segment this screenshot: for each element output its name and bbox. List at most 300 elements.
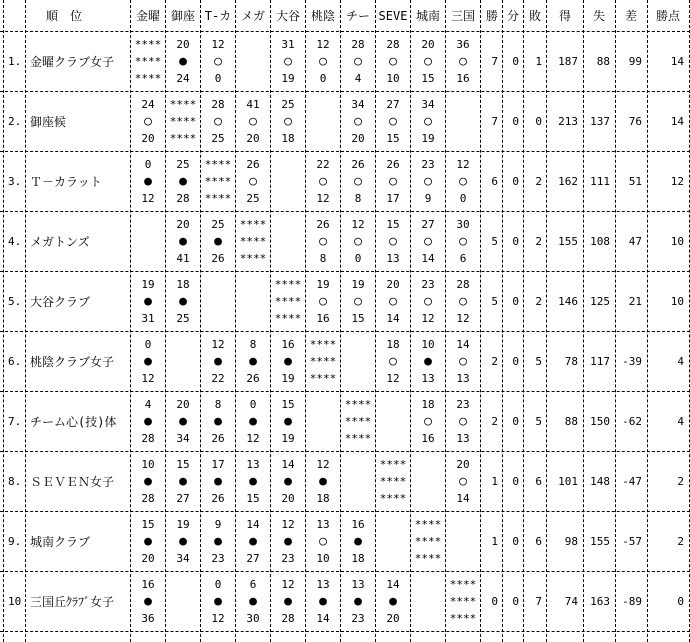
own-score: **** <box>414 518 442 531</box>
loss-mark: ● <box>354 534 362 549</box>
conceded-cell: 117 <box>590 355 610 368</box>
own-score: 17 <box>211 458 225 471</box>
match-cell <box>342 332 374 392</box>
opponent-score <box>167 610 199 628</box>
self-mark: **** <box>379 475 407 488</box>
own-score <box>447 516 479 534</box>
loss-mark: ● <box>144 534 152 549</box>
match-cell <box>377 212 409 272</box>
own-score: 20 <box>386 278 400 291</box>
match-cell <box>412 272 444 332</box>
opponent-score <box>307 130 339 148</box>
opponent-score: 12 <box>246 432 260 445</box>
own-score: 25 <box>211 218 225 231</box>
match-cell <box>272 92 304 152</box>
self-match-cell <box>237 212 269 272</box>
opponent-score: 0 <box>214 72 222 85</box>
own-score: 0 <box>144 158 152 171</box>
opponent-score: 20 <box>386 612 400 625</box>
empty-mark <box>202 293 234 311</box>
own-score <box>377 516 409 534</box>
opponent-score: 28 <box>141 432 155 445</box>
loss-mark: ● <box>249 534 257 549</box>
losses-cell: 6 <box>535 475 542 488</box>
win-mark: ○ <box>424 54 432 69</box>
own-score: 41 <box>246 98 260 111</box>
opponent-score: 0 <box>354 252 362 265</box>
rank-cell: 3. <box>8 175 22 188</box>
opponent-score: 12 <box>421 312 435 325</box>
wins-cell: 7 <box>491 55 498 68</box>
draws-cell: 0 <box>512 115 519 128</box>
diff-cell: 51 <box>628 175 642 188</box>
conceded-cell: 163 <box>590 595 610 608</box>
wins-cell: 2 <box>491 415 498 428</box>
empty-mark <box>167 593 199 611</box>
column-divider <box>546 0 547 642</box>
diff-cell: -62 <box>622 415 642 428</box>
column-divider <box>615 0 616 642</box>
opponent-score: 36 <box>141 612 155 625</box>
own-score: 15 <box>141 518 155 531</box>
header-rank: 順 位 <box>45 9 82 23</box>
own-score <box>412 576 444 594</box>
match-cell <box>342 512 374 572</box>
column-divider <box>3 0 4 642</box>
team-name: チーム心(技)体 <box>30 415 117 429</box>
team-name: 大谷クラブ <box>30 295 91 309</box>
wins-cell: 7 <box>491 115 498 128</box>
opponent-score: 17 <box>386 192 400 205</box>
opponent-score: 27 <box>176 492 190 505</box>
opponent-score: 13 <box>421 372 435 385</box>
win-mark: ○ <box>319 534 327 549</box>
wins-cell: 2 <box>491 355 498 368</box>
match-cell <box>202 512 234 572</box>
own-score <box>272 156 304 174</box>
scored-cell: 88 <box>564 415 578 428</box>
match-cell <box>412 92 444 152</box>
loss-mark: ● <box>284 414 292 429</box>
opponent-score: 12 <box>211 612 225 625</box>
match-cell <box>412 212 444 272</box>
win-mark: ○ <box>459 54 467 69</box>
own-score <box>307 96 339 114</box>
opponent-score: 8 <box>319 252 327 265</box>
column-divider <box>25 0 26 642</box>
header-opponent: 御座 <box>170 9 195 23</box>
own-score: 16 <box>141 578 155 591</box>
opponent-score: 15 <box>421 72 435 85</box>
loss-mark: ● <box>214 354 222 369</box>
conceded-cell: 137 <box>590 115 610 128</box>
match-cell <box>307 152 339 212</box>
opponent-score: 14 <box>456 492 470 505</box>
conceded-cell: 148 <box>590 475 610 488</box>
opponent-score: 0 <box>459 192 467 205</box>
own-score: **** <box>134 38 162 51</box>
team-name: Ｔ－カラット <box>30 175 102 189</box>
match-cell <box>237 332 269 392</box>
own-score: 13 <box>316 518 330 531</box>
match-cell <box>132 452 164 512</box>
own-score: 12 <box>281 578 295 591</box>
opponent-score: 19 <box>281 372 295 385</box>
self-match-cell <box>377 452 409 512</box>
losses-cell: 2 <box>535 235 542 248</box>
diff-cell: -39 <box>622 355 642 368</box>
header-scored: 得 <box>558 9 571 23</box>
header-row <box>0 0 690 32</box>
loss-mark: ● <box>249 594 257 609</box>
match-cell <box>237 512 269 572</box>
table-row <box>0 332 690 392</box>
win-mark: ○ <box>284 114 292 129</box>
opponent-score: 31 <box>141 312 155 325</box>
empty-mark <box>272 233 304 251</box>
column-divider <box>647 0 648 642</box>
opponent-score: 9 <box>424 192 432 205</box>
table-row <box>0 212 690 272</box>
opponent-score <box>412 610 444 628</box>
own-score: 31 <box>281 38 295 51</box>
match-cell <box>202 92 234 152</box>
own-score <box>412 456 444 474</box>
empty-mark <box>272 173 304 191</box>
loss-mark: ● <box>179 414 187 429</box>
own-score <box>237 36 269 54</box>
opponent-score: 23 <box>351 612 365 625</box>
own-score: 28 <box>211 98 225 111</box>
column-divider <box>445 0 446 642</box>
loss-mark: ● <box>284 474 292 489</box>
column-divider <box>480 0 481 642</box>
own-score: 36 <box>456 38 470 51</box>
win-mark: ○ <box>319 294 327 309</box>
points-cell: 0 <box>677 595 684 608</box>
column-divider <box>375 0 376 642</box>
match-cell <box>202 32 234 92</box>
match-cell <box>377 152 409 212</box>
empty-mark <box>307 113 339 131</box>
match-cell <box>167 512 199 572</box>
self-match-cell <box>342 392 374 452</box>
losses-cell: 6 <box>535 535 542 548</box>
match-cell <box>167 572 199 632</box>
own-score: **** <box>204 158 232 171</box>
own-score: 16 <box>351 518 365 531</box>
diff-cell: -47 <box>622 475 642 488</box>
match-cell <box>132 392 164 452</box>
match-cell <box>202 332 234 392</box>
loss-mark: ● <box>144 354 152 369</box>
match-cell <box>307 212 339 272</box>
team-name: メガトンズ <box>30 235 90 249</box>
header-diff: 差 <box>624 9 637 23</box>
empty-mark <box>342 473 374 491</box>
opponent-score <box>167 370 199 388</box>
win-mark: ○ <box>354 174 362 189</box>
win-mark: ○ <box>389 294 397 309</box>
win-mark: ○ <box>214 54 222 69</box>
team-name: 三国丘ｸﾗﾌﾞ女子 <box>30 595 115 609</box>
win-mark: ○ <box>459 174 467 189</box>
own-score: 26 <box>351 158 365 171</box>
points-cell: 14 <box>670 55 684 68</box>
win-mark: ○ <box>424 234 432 249</box>
win-mark: ○ <box>214 114 222 129</box>
scored-cell: 101 <box>558 475 578 488</box>
match-cell <box>167 392 199 452</box>
own-score: 12 <box>281 518 295 531</box>
own-score: 18 <box>386 338 400 351</box>
rank-cell: 4. <box>8 235 22 248</box>
match-cell <box>307 32 339 92</box>
opponent-score: 26 <box>211 252 225 265</box>
draws-cell: 0 <box>512 475 519 488</box>
wins-cell: 6 <box>491 175 498 188</box>
opponent-score: **** <box>414 552 442 565</box>
match-cell <box>237 32 269 92</box>
opponent-score: 12 <box>316 192 330 205</box>
win-mark: ○ <box>424 174 432 189</box>
self-match-cell <box>202 152 234 212</box>
own-score: 20 <box>456 458 470 471</box>
opponent-score: 25 <box>211 132 225 145</box>
diff-cell: 99 <box>628 55 642 68</box>
match-cell <box>412 572 444 632</box>
opponent-score: 10 <box>316 552 330 565</box>
opponent-score: 28 <box>281 612 295 625</box>
win-mark: ○ <box>459 414 467 429</box>
own-score: **** <box>239 218 267 231</box>
match-cell <box>132 572 164 632</box>
own-score: 12 <box>351 218 365 231</box>
match-cell <box>447 332 479 392</box>
loss-mark: ● <box>319 474 327 489</box>
match-cell <box>272 152 304 212</box>
own-score: 15 <box>281 398 295 411</box>
own-score: 12 <box>316 458 330 471</box>
own-score <box>237 276 269 294</box>
own-score: 8 <box>214 398 222 411</box>
match-cell <box>237 392 269 452</box>
match-cell <box>447 272 479 332</box>
loss-mark: ● <box>179 474 187 489</box>
match-cell <box>132 332 164 392</box>
draws-cell: 0 <box>512 295 519 308</box>
own-score: 10 <box>141 458 155 471</box>
match-cell <box>237 452 269 512</box>
opponent-score: 15 <box>386 132 400 145</box>
opponent-score: 13 <box>386 252 400 265</box>
opponent-score: **** <box>379 492 407 505</box>
team-name: 御座候 <box>30 115 67 129</box>
own-score <box>167 336 199 354</box>
match-cell <box>377 392 409 452</box>
conceded-cell: 108 <box>590 235 610 248</box>
empty-mark <box>237 53 269 71</box>
match-cell <box>202 212 234 272</box>
opponent-score <box>237 310 269 328</box>
rank-cell: 6. <box>8 355 22 368</box>
opponent-score: 12 <box>141 192 155 205</box>
draws-cell: 0 <box>512 175 519 188</box>
own-score <box>272 216 304 234</box>
table-row <box>0 572 690 632</box>
loss-mark: ● <box>179 294 187 309</box>
opponent-score: 26 <box>211 492 225 505</box>
opponent-score <box>237 70 269 88</box>
opponent-score: 41 <box>176 252 190 265</box>
own-score: 12 <box>211 338 225 351</box>
opponent-score: 12 <box>456 312 470 325</box>
opponent-score: 28 <box>176 192 190 205</box>
header-losses: 敗 <box>528 9 541 23</box>
self-mark: **** <box>239 235 267 248</box>
own-score: 12 <box>211 38 225 51</box>
match-cell <box>447 32 479 92</box>
match-cell <box>167 152 199 212</box>
opponent-score: 20 <box>246 132 260 145</box>
win-mark: ○ <box>319 234 327 249</box>
match-cell <box>377 512 409 572</box>
own-score: 12 <box>316 38 330 51</box>
own-score: 19 <box>316 278 330 291</box>
points-cell: 14 <box>670 115 684 128</box>
opponent-score <box>132 250 164 268</box>
own-score: 20 <box>176 218 190 231</box>
header-opponent: SEVE <box>378 9 408 23</box>
own-score: 18 <box>176 278 190 291</box>
match-cell <box>342 452 374 512</box>
match-cell <box>342 152 374 212</box>
opponent-score: 14 <box>421 252 435 265</box>
points-cell: 2 <box>677 475 684 488</box>
losses-cell: 5 <box>535 355 542 368</box>
self-match-cell <box>412 512 444 572</box>
empty-mark <box>412 473 444 491</box>
opponent-score: 24 <box>176 72 190 85</box>
team-name: ＳＥＶＥＮ女子 <box>30 475 115 489</box>
win-mark: ○ <box>389 114 397 129</box>
opponent-score: 19 <box>421 132 435 145</box>
self-mark: **** <box>274 295 302 308</box>
own-score: 10 <box>421 338 435 351</box>
table-row <box>0 152 690 212</box>
match-cell <box>272 392 304 452</box>
empty-mark <box>167 353 199 371</box>
loss-mark: ● <box>144 294 152 309</box>
opponent-score: 14 <box>386 312 400 325</box>
opponent-score: 25 <box>176 312 190 325</box>
empty-mark <box>377 533 409 551</box>
points-cell: 4 <box>677 355 684 368</box>
loss-mark: ● <box>144 594 152 609</box>
own-score: **** <box>169 98 197 111</box>
own-score: **** <box>274 278 302 291</box>
loss-mark: ● <box>249 414 257 429</box>
loss-mark: ● <box>249 354 257 369</box>
win-mark: ○ <box>459 234 467 249</box>
own-score: 12 <box>456 158 470 171</box>
match-cell <box>272 332 304 392</box>
column-divider <box>130 0 131 642</box>
match-cell <box>272 572 304 632</box>
header-opponent: 城南 <box>415 9 440 23</box>
opponent-score: 23 <box>281 552 295 565</box>
own-score: 26 <box>386 158 400 171</box>
own-score: 26 <box>246 158 260 171</box>
empty-mark <box>237 293 269 311</box>
scored-cell: 187 <box>558 55 578 68</box>
team-name: 桃陰クラブ女子 <box>30 355 115 369</box>
own-score: 14 <box>246 518 260 531</box>
opponent-score: **** <box>134 72 162 85</box>
loss-mark: ● <box>249 474 257 489</box>
win-mark: ○ <box>389 174 397 189</box>
win-mark: ○ <box>459 474 467 489</box>
loss-mark: ● <box>214 474 222 489</box>
opponent-score: 15 <box>246 492 260 505</box>
own-score: 27 <box>386 98 400 111</box>
opponent-score: 18 <box>351 552 365 565</box>
match-cell <box>447 452 479 512</box>
own-score <box>132 216 164 234</box>
opponent-score <box>342 490 374 508</box>
loss-mark: ● <box>284 534 292 549</box>
self-mark: **** <box>344 415 372 428</box>
match-cell <box>412 152 444 212</box>
own-score: 9 <box>214 518 222 531</box>
loss-mark: ● <box>389 594 397 609</box>
table-row <box>0 32 690 92</box>
match-cell <box>447 152 479 212</box>
match-cell <box>342 272 374 332</box>
losses-cell: 1 <box>535 55 542 68</box>
own-score: 14 <box>386 578 400 591</box>
opponent-score: 22 <box>211 372 225 385</box>
match-cell <box>447 212 479 272</box>
table-row <box>0 512 690 572</box>
wins-cell: 5 <box>491 235 498 248</box>
loss-mark: ● <box>214 594 222 609</box>
self-mark: **** <box>204 175 232 188</box>
own-score: 20 <box>176 38 190 51</box>
losses-cell: 7 <box>535 595 542 608</box>
match-cell <box>342 92 374 152</box>
loss-mark: ● <box>424 354 432 369</box>
losses-cell: 2 <box>535 175 542 188</box>
draws-cell: 0 <box>512 535 519 548</box>
match-cell <box>132 92 164 152</box>
empty-mark <box>132 233 164 251</box>
win-mark: ○ <box>354 234 362 249</box>
header-conceded: 失 <box>592 9 605 23</box>
win-mark: ○ <box>354 114 362 129</box>
match-cell <box>307 92 339 152</box>
wins-cell: 5 <box>491 295 498 308</box>
opponent-score: **** <box>169 132 197 145</box>
own-score: 0 <box>214 578 222 591</box>
empty-mark <box>307 413 339 431</box>
opponent-score: 20 <box>351 132 365 145</box>
loss-mark: ● <box>144 174 152 189</box>
wins-cell: 1 <box>491 535 498 548</box>
match-cell <box>167 212 199 272</box>
points-cell: 4 <box>677 415 684 428</box>
draws-cell: 0 <box>512 235 519 248</box>
